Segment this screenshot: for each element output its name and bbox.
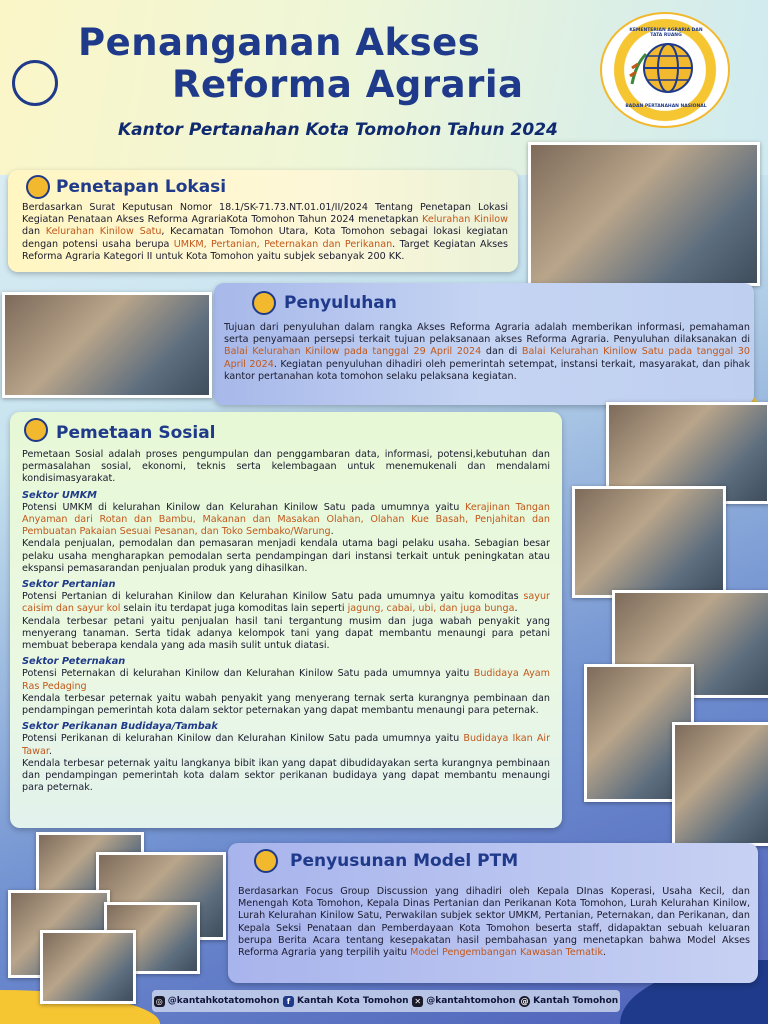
perikanan-kendala: Kendala terbesar peternak yaitu langkanya bibit ikan yang dapat dibudidayakan serta kurangnya pembinaan dan pendampingan pemerintah kota dalam sektor perikanan budidaya yang dapat membantu menaungi para peternak. — [22, 757, 550, 794]
ptm-text — [238, 886, 750, 959]
peternakan-kendala: Kendala terbesar peternak yaitu wabah penyakit yang menyerang ternak serta kurangnya pembinaan dan pendampingan pemerintah kota dalam sektor peternakan yang dapat membantu menaungi para peternak. — [22, 692, 550, 717]
lokasi-highlight: Kelurahan Kinilow Satu — [45, 226, 162, 238]
penyuluhan-text-part: . Kegiatan penyuluhan dihadiri oleh pemerintah setempat, instansi terkait, masyarakat, dan pihak kantor pertanahan kota tomohon selaku pelaksana kegiatan. — [224, 358, 750, 382]
umkm-potensi — [22, 502, 550, 539]
penyuluhan-text — [224, 322, 750, 383]
ptm-text-part: Berdasarkan Focus Group Discussion yang dihadiri oleh Kepala DInas Koperasi, Usaha Kecil, dan Menengah Kota Tomohon, Kepala Dinas Pertanian dan Perikanan Kota Tomohon, Lurah Kelurahan Kinilow, Lurah Kelurahan Kinilow Satu, Perwakilan subjek sektor UMKM, Pertanian, Peternakan, dan Perikanan, dan Kepala Seksi Penataan dan Pemberdayaan Kota Tomohon beserta staff, didapaktan sebuah keluaran berupa Berita Acara tentang kesepakatan hasil pembahasan yang menetapkan bahwa Model Akses Reforma Agraria yang terpilih yaitu — [238, 886, 750, 959]
perikanan-text: . — [48, 745, 53, 757]
lokasi-text-part: . Target Kegiatan Akses Reforma Agraria Kategori II untuk Kota Tomohon yaitu subjek sebanyak 200 KK. — [22, 238, 509, 262]
subheading-peternakan: Sektor Peternakan — [22, 656, 126, 668]
map-people-icon — [26, 175, 50, 199]
pertanian-text: Potensi Pertanian di kelurahan Kinilow dan Kelurahan Kinilow Satu pada umumnya yaitu komoditas — [22, 591, 524, 603]
decor-blob — [12, 60, 58, 106]
footer-x[interactable] — [412, 996, 515, 1007]
lokasi-text-part: Berdasarkan Surat Keputusan Nomor 18.1/SK-71.73.NT.01.01/II/2024 Tentang Penetapan Lokasi Kegiatan Penataan Akses Reforma AgrariaKota Tomohon Tahun 2024 menetapkan — [22, 202, 508, 226]
instagram-handle: @kantahkotatomohon — [167, 996, 280, 1006]
pemetaan-content — [22, 449, 550, 794]
ptm-highlight: Model Pengembangan Kawasan Tematik — [410, 947, 604, 959]
perikanan-potensi — [22, 733, 550, 757]
pertanian-text: . — [514, 603, 518, 615]
lokasi-text-part: , Kecamatan Tomohon Utara, Kota Tomohon sebagai lokasi kegiatan dengan potensi usaha berupa — [22, 226, 508, 250]
logo-text-bottom: BADAN PERTANAHAN NASIONAL — [625, 104, 707, 109]
x-icon: ✕ — [412, 996, 423, 1007]
x-handle: @kantahtomohon — [426, 996, 516, 1006]
lokasi-highlight: UMKM, Pertanian, Peternakan dan Perikanan — [173, 238, 393, 250]
penyuluhan-highlight: Balai Kelurahan Kinilow Satu pada tanggal 30 April 2024 — [224, 346, 750, 370]
penyuluhan-text-part: Tujuan dari penyuluhan dalam rangka Akses Reforma Agraria adalah memberikan informasi, pemahaman serta penyamaan persepsi terkait tujuan pelaksanaan akses Reforma Agraria. Penyuluhan dilaksanakan di — [224, 322, 750, 346]
page-title-line1: Penanganan Akses — [78, 21, 481, 64]
perikanan-highlight: Budidaya Ikan Air Tawar — [22, 733, 551, 757]
pertanian-highlight: jagung, cabai, ubi, dan juga bunga — [347, 603, 515, 615]
section-title-ptm: Penyusunan Model PTM — [290, 851, 519, 871]
pertanian-potensi — [22, 591, 550, 615]
umkm-text: . — [330, 526, 334, 538]
facebook-icon: f — [283, 996, 294, 1007]
page-subtitle: Kantor Pertanahan Kota Tomohon Tahun 2024 — [118, 120, 558, 140]
photo-penyuluhan — [2, 292, 212, 398]
threads-handle: Kantah Tomohon — [533, 996, 619, 1006]
photo-anyaman — [572, 486, 726, 598]
instagram-icon: ◎ — [154, 996, 165, 1007]
ptm-text-part: . — [603, 947, 607, 959]
section-title-lokasi: Penetapan Lokasi — [56, 177, 227, 197]
pertanian-text: selain itu terdapat juga komoditas lain seperti — [120, 603, 348, 615]
lokasi-highlight: Kelurahan Kinilow — [422, 214, 508, 226]
threads-icon: @ — [520, 996, 529, 1006]
peternakan-text: Potensi Peternakan di kelurahan Kinilow dan Kelurahan Kinilow Satu pada umumnya yaitu — [22, 668, 474, 680]
lokasi-text-part: dan — [22, 226, 46, 238]
footer-threads[interactable] — [519, 996, 618, 1007]
footer-facebook[interactable] — [283, 996, 409, 1007]
social-footer — [152, 990, 620, 1012]
facebook-handle: Kantah Kota Tomohon — [297, 996, 409, 1006]
footer-instagram[interactable] — [154, 996, 280, 1007]
section-title-penyuluhan: Penyuluhan — [284, 293, 397, 313]
clipboard-icon — [24, 418, 48, 442]
umkm-text: Potensi UMKM di kelurahan Kinilow dan Kelurahan Kinilow Satu pada umumnya yaitu — [22, 501, 466, 513]
photo-fgd-5 — [40, 930, 136, 1004]
logo-text-top: KEMENTERIAN AGRARIA DAN TATA RUANG — [629, 28, 703, 38]
photo-perikanan — [672, 722, 768, 846]
lokasi-text — [22, 202, 508, 263]
section-title-pemetaan: Pemetaan Sosial — [56, 423, 216, 443]
pertanian-kendala: Kendala terbesar petani yaitu penjualan hasil tani tergantung musim dan juga wabah penyakit yang menyerang tanaman. Serta tidak adanya kelompok tani yang dapat membantu menaungi para petani membuat beberapa kendala yang ada masih sulit untuk diatasi. — [22, 615, 550, 652]
team-icon — [254, 849, 278, 873]
umkm-highlight: Kerajinan Tangan Anyaman dari Rotan dan Bambu, Makanan dan Masakan Olahan, Olahan Kue Basah, Penjahitan dan Pembuatan Pakaian Sesuai Pesanan, dan Toko Sembako/Warung — [22, 501, 550, 538]
pemetaan-intro: Pemetaan Sosial adalah proses pengumpulan dan penggambaran data, informasi, potensi,kebutuhan dan permasalahan sosial, ekonomi, teknis serta kelembagaan untuk menemukenali dan mendalami kondisimasyarakat. — [22, 449, 550, 485]
subheading-perikanan: Sektor Perikanan Budidaya/Tambak — [22, 721, 218, 733]
penyuluhan-text-part: dan di — [481, 346, 522, 358]
bpn-logo — [600, 12, 730, 128]
penyuluhan-highlight: Balai Kelurahan Kinilow pada tanggal 29 April 2024 — [224, 346, 482, 358]
megaphone-icon — [252, 291, 276, 315]
perikanan-text: Potensi Perikanan di kelurahan Kinilow dan Kelurahan Kinilow Satu pada umumnya yaitu — [22, 733, 464, 745]
subheading-pertanian: Sektor Pertanian — [22, 579, 116, 591]
umkm-kendala: Kendala penjualan, pemodalan dan pemasaran menjadi kendala utama bagi pelaku usaha. Sebagian besar pelaku usaha mengharapkan pemodalan serta pendampingan dari instansi terkait untuk peningkatan atau ekspansi pemasarandan penjualan produk yang dihasilkan. — [22, 538, 550, 574]
subheading-umkm: Sektor UMKM — [22, 489, 97, 501]
peternakan-highlight: Budidaya Ayam Ras Pedaging — [22, 668, 550, 692]
pertanian-highlight: sayur caisim dan sayur kol — [22, 591, 550, 615]
page-title-line2: Reforma Agraria — [172, 63, 524, 106]
photo-group-lokasi — [528, 142, 760, 286]
peternakan-potensi — [22, 668, 550, 692]
